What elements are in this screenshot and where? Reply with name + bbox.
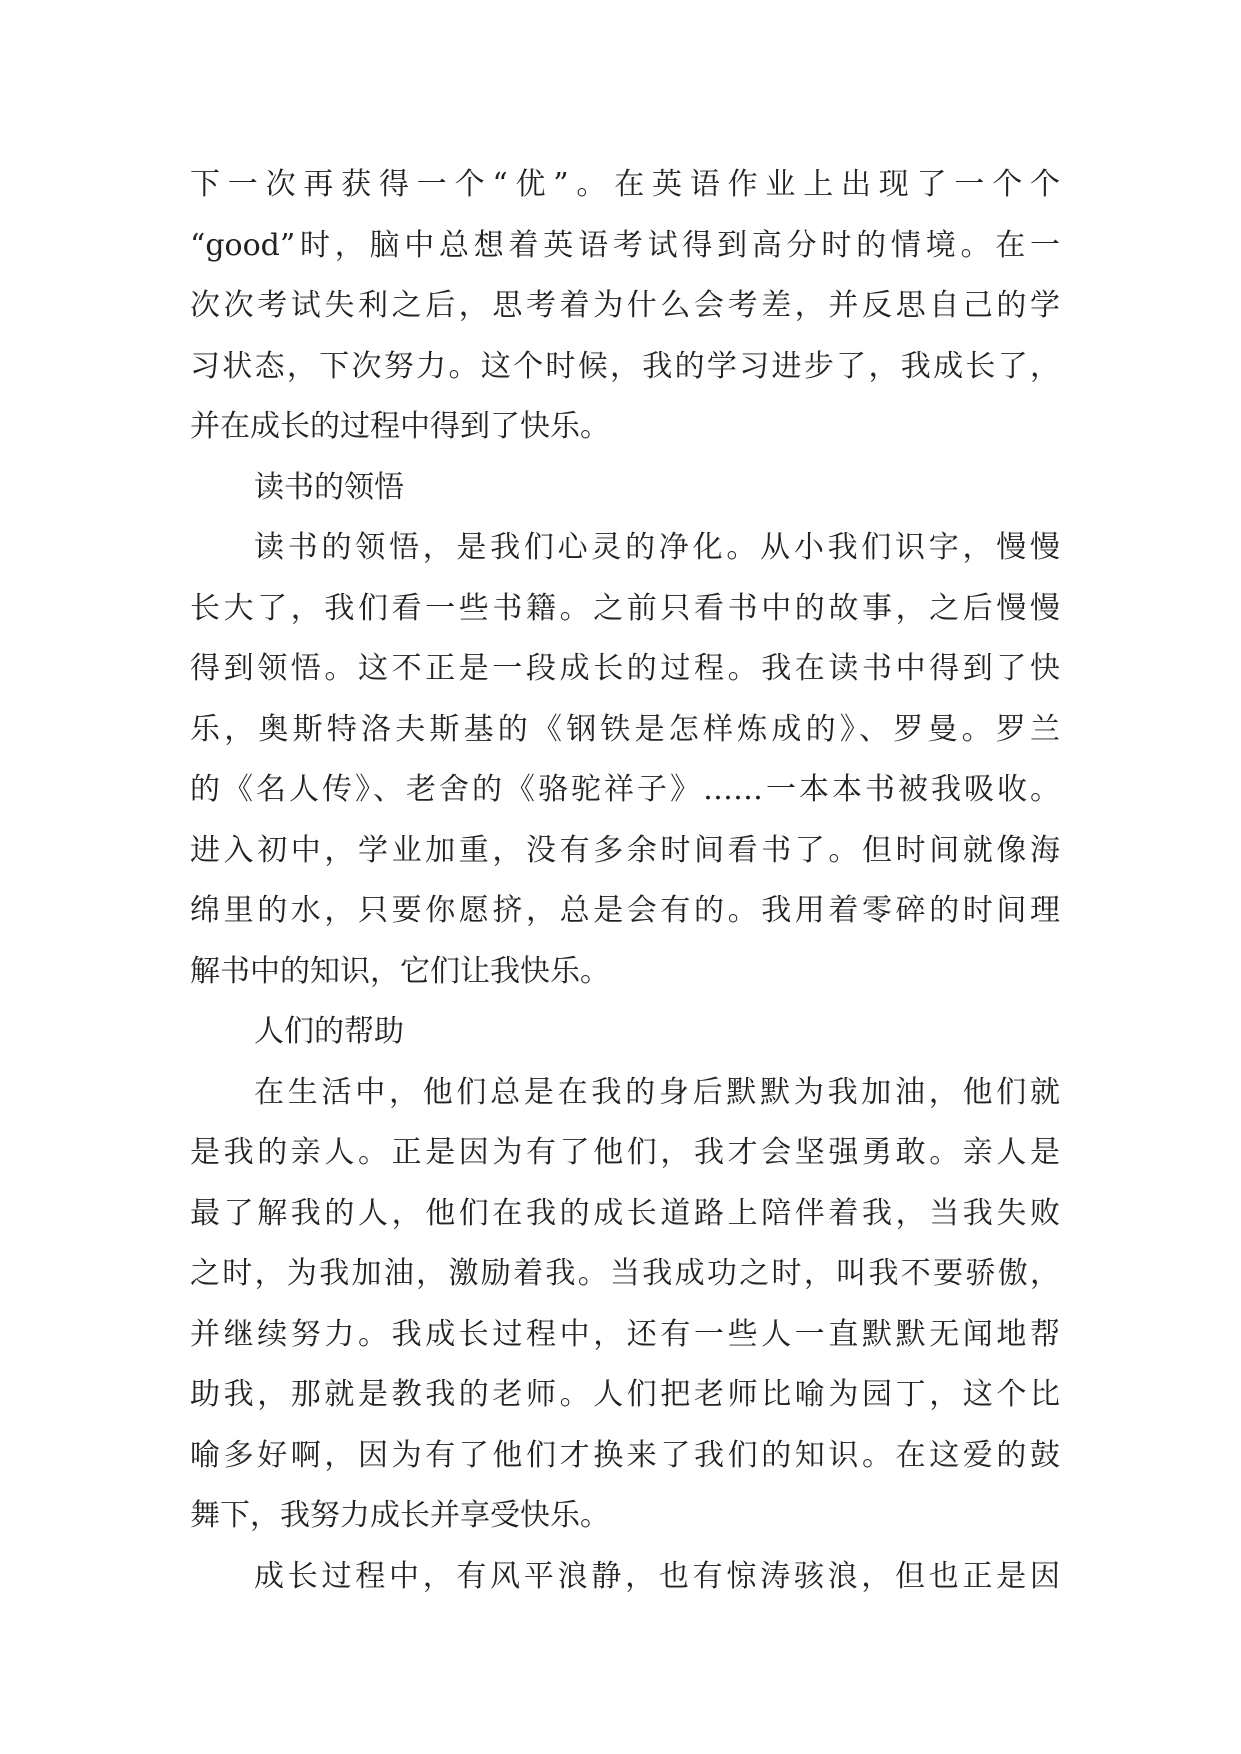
text-line: 助我，那就是教我的老师。人们把老师比喻为园丁，这个比 <box>190 1377 1060 1412</box>
text-line: 读书的领悟，是我们心灵的净化。从小我们识字，慢慢 <box>254 530 1060 565</box>
text-line: “good”时，脑中总想着英语考试得到高分时的情境。在一 <box>190 227 1060 263</box>
text-line: 次次考试失利之后，思考着为什么会考差，并反思自己的学 <box>190 288 1060 323</box>
text-line: 下一次再获得一个“优”。在英语作业上出现了一个个 <box>190 167 1060 202</box>
text-line: 是我的亲人。正是因为有了他们，我才会坚强勇敢。亲人是 <box>190 1135 1060 1170</box>
text-line: 习状态，下次努力。这个时候，我的学习进步了，我成长了， <box>190 348 1060 384</box>
text-line: 并继续努力。我成长过程中，还有一些人一直默默无闻地帮 <box>190 1316 1060 1352</box>
text-line: 长大了，我们看一些书籍。之前只看书中的故事，之后慢慢 <box>190 590 1060 626</box>
text-line: 的《名人传》、老舍的《骆驼祥子》……一本本书被我吸收。 <box>190 772 1060 807</box>
text-line: 在生活中，他们总是在我的身后默默为我加油，他们就 <box>254 1074 1060 1110</box>
text-line: 最了解我的人，他们在我的成长道路上陪伴着我，当我失败 <box>190 1195 1060 1231</box>
text-line: 解书中的知识，它们让我快乐。 <box>190 953 610 989</box>
text-line: 之时，为我加油，激励着我。当我成功之时，叫我不要骄傲， <box>190 1256 1060 1291</box>
text-line: 舞下，我努力成长并享受快乐。 <box>190 1498 610 1533</box>
text-line: 并在成长的过程中得到了快乐。 <box>190 409 610 444</box>
text-line: 得到领悟。这不正是一段成长的过程。我在读书中得到了快 <box>190 651 1060 686</box>
text-line: 进入初中，学业加重，没有多余时间看书了。但时间就像海 <box>190 832 1060 868</box>
text-line: 乐，奥斯特洛夫斯基的《钢铁是怎样炼成的》、罗曼。罗兰 <box>190 711 1060 747</box>
text-line: 喻多好啊，因为有了他们才换来了我们的知识。在这爱的鼓 <box>190 1437 1060 1473</box>
text-line: 人们的帮助 <box>254 1014 404 1049</box>
text-line: 绵里的水，只要你愿挤，总是会有的。我用着零碎的时间理 <box>190 893 1060 928</box>
body-text <box>190 155 1060 1607</box>
text-line: 读书的领悟 <box>254 469 404 505</box>
text-line: 成长过程中，有风平浪静，也有惊涛骇浪，但也正是因 <box>254 1558 1060 1594</box>
